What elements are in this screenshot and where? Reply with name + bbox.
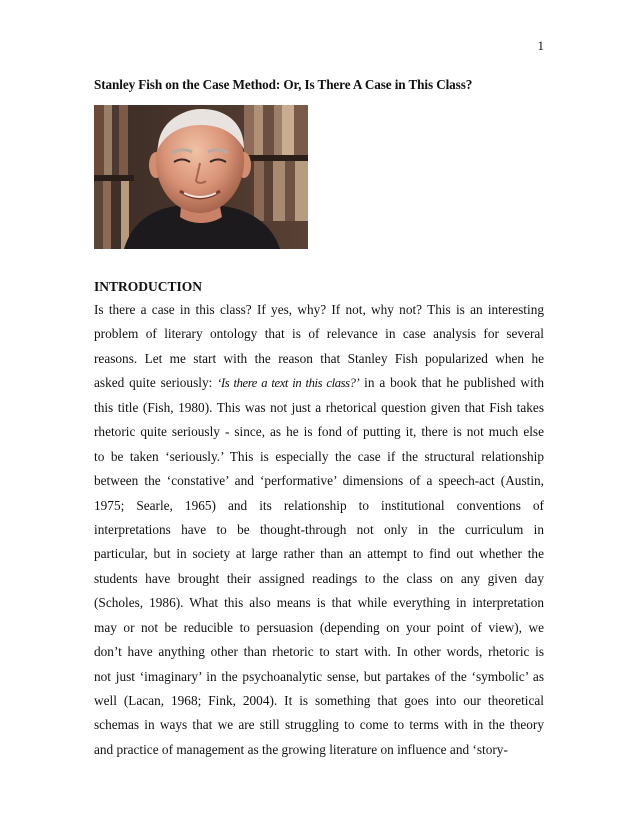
text-line: students have brought their assigned readings to the class on any given day <box>94 570 544 586</box>
text-run: in a book that he published with <box>359 375 545 391</box>
text-line: interpretations have to be thought-through not only in the curriculum in <box>94 521 544 537</box>
text-line: to be taken ‘seriously.’ This is especially the case if the structural relationship <box>94 448 544 464</box>
section-heading: INTRODUCTION <box>94 279 203 294</box>
text-line: this title (Fish, 1980). This was not just a rhetorical question given that Fish takes <box>94 399 544 415</box>
text-line: rhetoric quite seriously - since, as he is fond of putting it, there is not much else <box>94 424 544 440</box>
text-line: not just ‘imaginary’ in the psychoanalytic sense, but partakes of the ‘symbolic’ as <box>94 668 544 684</box>
author-portrait-photo <box>94 105 308 249</box>
text-line: well (Lacan, 1968; Fink, 2004). It is something that goes into our theoretical <box>94 693 544 708</box>
body-text <box>94 298 544 762</box>
text-line: Is there a case in this class? If yes, why? If not, why not? This is an interesting <box>94 302 544 317</box>
text-line: problem of literary ontology that is of relevance in case analysis for several <box>94 326 544 342</box>
text-line: particular, but in society at large rather than an attempt to find out whether the <box>94 546 544 562</box>
text-line: 1975; Searle, 1965) and its relationship to institutional conventions of <box>94 497 544 513</box>
document-title: Stanley Fish on the Case Method: Or, Is There A Case in This Class? <box>94 77 473 92</box>
text-line: don’t have anything other than rhetoric to start with. In other words, rhetoric is <box>94 644 544 660</box>
italic-quote: ‘Is there a text in this class?’ <box>217 376 360 391</box>
text-line: (Scholes, 1986). What this also means is that while everything in interpretation <box>94 595 544 611</box>
text-line: reasons. Let me start with the reason that Stanley Fish popularized when he <box>94 350 544 366</box>
page-number: 1 <box>537 38 544 53</box>
text-run: asked quite seriously: <box>94 375 218 391</box>
text-line: and practice of management as the growing literature on influence and ‘story- <box>94 741 508 757</box>
text-line <box>94 371 544 395</box>
text-line: may or not be reducible to persuasion (depending on your point of view), we <box>94 619 544 635</box>
text-line: schemas in ways that we are still struggling to come to terms with in the theory <box>94 717 544 733</box>
text-line: between the ‘constative’ and ‘performative’ dimensions of a speech-act (Austin, <box>94 473 544 489</box>
